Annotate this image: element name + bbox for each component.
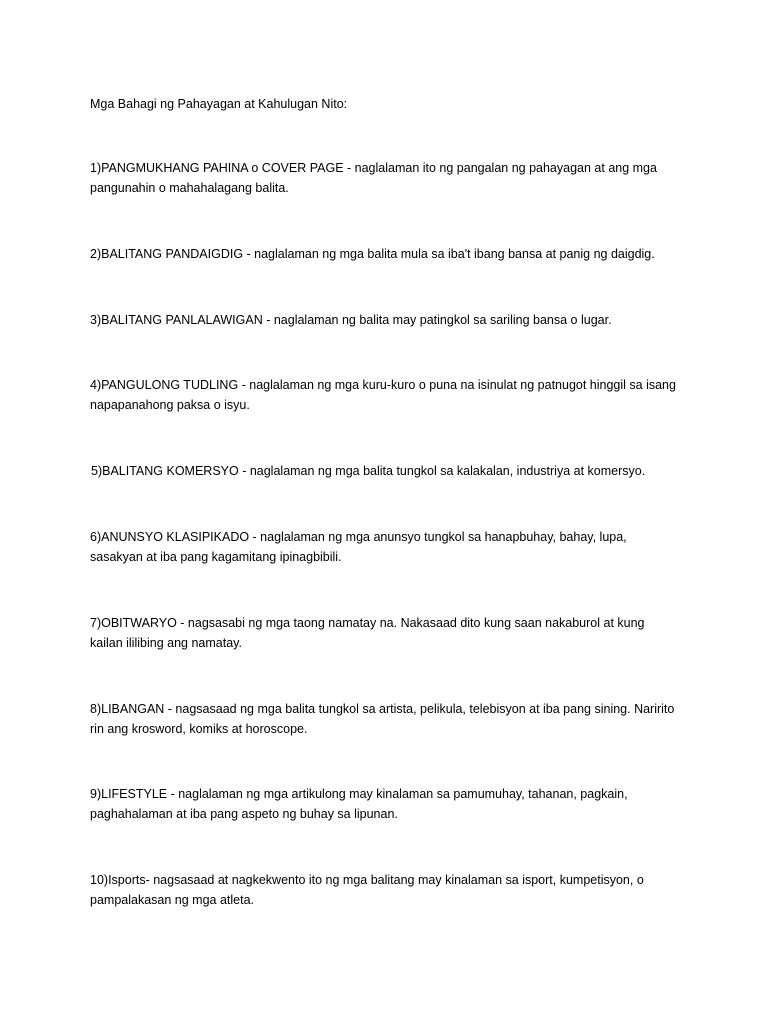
entry-7: 7)OBITWARYO - nagsasabi ng mga taong namatay na. Nakasaad dito kung saan nakaburol at kung kailan ililibing ang namatay. xyxy=(90,616,645,650)
entry-8: 8)LIBANGAN - nagsasaad ng mga balita tungkol sa artista, pelikula, telebisyon at iba pang sining. Naririto rin ang krosword, komiks at horoscope. xyxy=(90,702,675,736)
entry-9: 9)LIFESTYLE - naglalaman ng mga artikulong may kinalaman sa pamumuhay, tahanan, pagkain, paghahalaman at iba pang aspeto ng buhay sa lipunan. xyxy=(90,787,628,821)
entry-10: 10)Isports- nagsasaad at nagkekwento ito ng mga balitang may kinalaman sa isport, kumpetisyon, o pampalakasan ng mga atleta. xyxy=(90,873,644,907)
entry-4: 4)PANGULONG TUDLING - naglalaman ng mga kuru-kuro o puna na isinulat ng patnugot hinggil sa isang napapanahong paksa o isyu. xyxy=(90,378,676,412)
entry-1: 1)PANGMUKHANG PAHINA o COVER PAGE - naglalaman ito ng pangalan ng pahayagan at ang mga pangunahin o mahahalagang balita. xyxy=(90,161,657,195)
entry-3: 3)BALITANG PANLALAWIGAN - naglalaman ng balita may patingkol sa sariling bansa o lugar. xyxy=(90,313,612,327)
document-title: Mga Bahagi ng Pahayagan at Kahulugan Nito: xyxy=(90,97,348,111)
entry-5: 5)BALITANG KOMERSYO - naglalaman ng mga balita tungkol sa kalakalan, industriya at komersyo. xyxy=(91,464,646,478)
entry-6: 6)ANUNSYO KLASIPIKADO - naglalaman ng mga anunsyo tungkol sa hanapbuhay, bahay, lupa, sasakyan at iba pang kagamitang ipinagbibili. xyxy=(90,530,627,564)
entry-2: 2)BALITANG PANDAIGDIG - naglalaman ng mga balita mula sa iba't ibang bansa at panig ng daigdig. xyxy=(90,247,655,261)
